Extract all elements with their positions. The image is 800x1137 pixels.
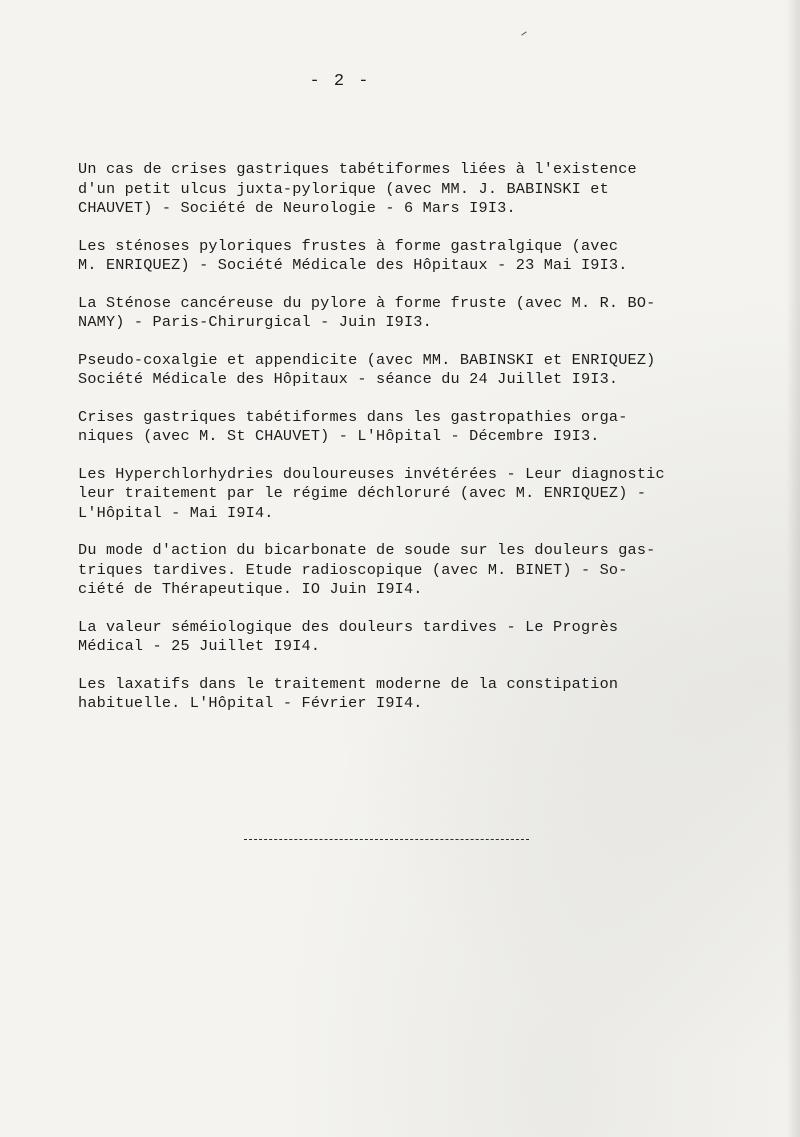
bibliography-entry (78, 351, 768, 390)
entry-line: leur traitement par le régime déchloruré (avec M. ENRIQUEZ) - (78, 484, 647, 502)
entry-line: ciété de Thérapeutique. IO Juin I9I4. (78, 580, 423, 598)
stray-pen-mark (521, 31, 527, 35)
entry-line: Les laxatifs dans le traitement moderne de la constipation (78, 674, 619, 693)
entry-line: NAMY) - Paris-Chirurgical - Juin I9I3. (78, 313, 432, 331)
entry-line: Médical - 25 Juillet I9I4. (78, 637, 321, 655)
bibliography-entry (78, 237, 768, 276)
bibliography-entry (78, 408, 768, 447)
entry-line: Société Médicale des Hôpitaux - séance du 24 Juillet I9I3. (78, 370, 619, 388)
closing-dashed-rule (244, 839, 529, 840)
bibliography-entry (78, 541, 768, 600)
bibliography-entry (78, 618, 768, 657)
entry-line: habituelle. L'Hôpital - Février I9I4. (78, 694, 423, 712)
entry-line: CHAUVET) - Société de Neurologie - 6 Mars I9I3. (78, 199, 516, 217)
entry-line: niques (avec M. St CHAUVET) - L'Hôpital - Décembre I9I3. (78, 427, 600, 445)
entry-line: Du mode d'action du bicarbonate de soude sur les douleurs gas- (78, 541, 656, 559)
page-number: - 2 - (309, 72, 371, 91)
entry-line: La valeur séméiologique des douleurs tardives - Le Progrès (78, 617, 619, 636)
bibliography-entry (78, 294, 768, 333)
page-edge-shadow (786, 0, 800, 1137)
entry-line: Crises gastriques tabétiformes dans les gastropathies orga- (78, 407, 628, 426)
entry-line: Les sténoses pyloriques frustes à forme gastralgique (avec (78, 236, 619, 255)
bibliography-list (78, 160, 768, 732)
entry-line: La Sténose cancéreuse du pylore à forme fruste (avec M. R. BO- (78, 293, 656, 312)
bibliography-entry (78, 465, 768, 524)
entry-line: triques tardives. Etude radioscopique (avec M. BINET) - So- (78, 560, 628, 579)
bibliography-entry (78, 160, 768, 219)
entry-line: Les Hyperchlorhydries douloureuses invétérées - Leur diagnostic (78, 464, 665, 483)
entry-line: Pseudo-coxalgie et appendicite (avec MM. BABINSKI et ENRIQUEZ) (78, 350, 656, 369)
entry-line: Un cas de crises gastriques tabétiformes liées à l'existence (78, 160, 637, 178)
entry-line: M. ENRIQUEZ) - Société Médicale des Hôpitaux - 23 Mai I9I3. (78, 256, 628, 274)
entry-line: L'Hôpital - Mai I9I4. (78, 503, 274, 522)
bibliography-entry (78, 675, 768, 714)
entry-line: d'un petit ulcus juxta-pylorique (avec MM. J. BABINSKI et (78, 179, 609, 198)
